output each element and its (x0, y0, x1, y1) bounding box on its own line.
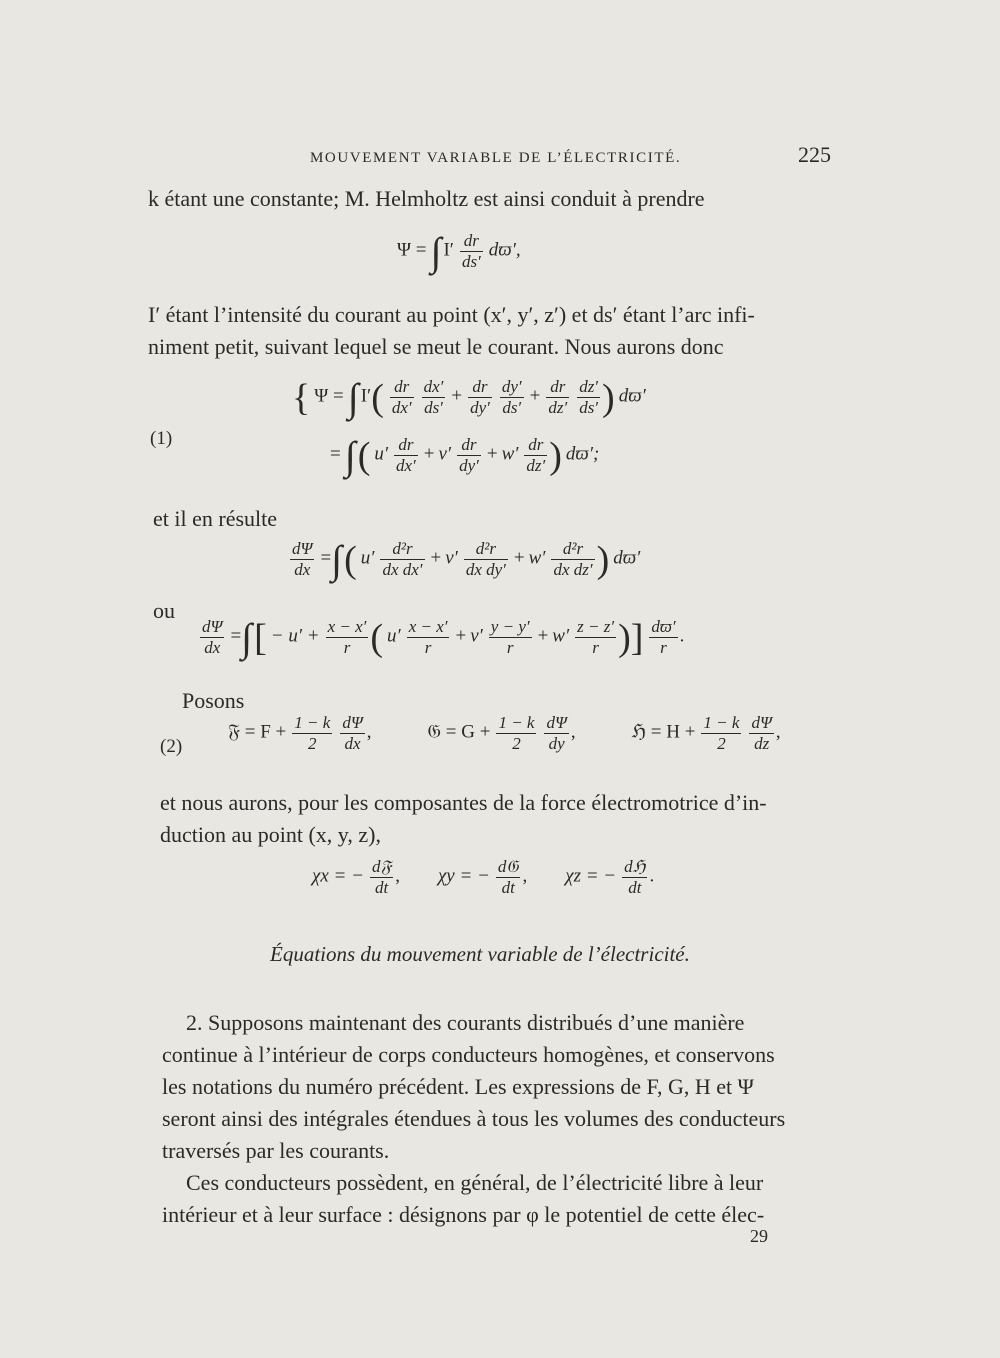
equation-psi: Ψ = ∫ I′ $\frac{dr}{ds'}$ dϖ′, (397, 229, 521, 274)
paragraph-line: les notations du numéro précédent. Les expressions de F, G, H et Ψ (162, 1074, 754, 1099)
equation-3: $\frac{d\Psi}{dx}$ =∫[ − u′ + $\frac{x - x'}{r}$ ( u′ $\frac{x - x'}{r}$ + v′ $\frac{y - y'}{r}$ + w′ $\frac{z - z'}{r}$ )] $\frac{dϖ'}{r}$ . (202, 615, 685, 660)
equation-number: (2) (160, 736, 183, 757)
paragraph-line: Ces conducteurs possèdent, en général, de l’électricité libre à leur (186, 1170, 764, 1195)
paragraph-line: intérieur et à leur surface : désignons par φ le potentiel de cette élec- (162, 1202, 765, 1227)
paragraph-line: seront ainsi des intégrales étendues à tous les volumes des conducteurs (162, 1106, 786, 1131)
equation-4: 𝔉 = F + $\frac{1 - k}{2}$ $\frac{d\Psi}{dx}$ , 𝔊 = G + $\frac{1 - k}{2}$ $\frac{d\Psi}{dy}$ , ℌ = H + $\frac{1 - k}{2}$ $\frac{d\Psi}{dz}$ , (228, 713, 781, 753)
section-title: Équations du mouvement variable de l’électricité. (270, 942, 690, 966)
paragraph-line: k étant une constante; M. Helmholtz est ainsi conduit à prendre (148, 186, 705, 211)
paragraph-line: 2. Supposons maintenant des courants distribués d’une manière (186, 1010, 745, 1035)
page-number: 225 (798, 142, 831, 167)
equation-1-line-2: = ∫( u′ $\frac{dr}{dx'}$ + v′ $\frac{dr}{dy'}$ + w′ $\frac{dr}{dz'}$ ) dϖ′; (330, 433, 600, 478)
paragraph-line: et nous aurons, pour les composantes de la force électromotrice d’in- (160, 790, 767, 815)
equation-number: (1) (150, 428, 173, 449)
running-title: MOUVEMENT VARIABLE DE L’ÉLECTRICITÉ. (310, 150, 682, 166)
paragraph-line: I′ étant l’intensité du courant au point (x′, y′, z′) et ds′ étant l’arc infi- (148, 302, 755, 327)
signature-mark: 29 (750, 1226, 768, 1246)
equation-5: χx = − $\frac{\text{d𝔉}}{dt}$ , χy = − $\frac{\text{d𝔊}}{dt}$ , χz = − $\frac{\text{dℌ}}{dt}$ . (312, 857, 655, 897)
paragraph-line: niment petit, suivant lequel se meut le courant. Nous aurons donc (148, 334, 724, 359)
equation-2: $\frac{d\Psi}{dx}$ =∫( u′ $\frac{\text{d²r}}{\text{dx dx′}}$ + v′ $\frac{\text{d²r}}{\text{dx dy′}}$ + w′ $\frac{\text{d²r}}{\text{dx dz′}}$ ) dϖ′ (292, 537, 641, 582)
equation-1-line-1: { Ψ = ∫ I′( $\frac{dr}{dx'}$ $\frac{dx'}{ds'}$ + $\frac{dr}{dy'}$ $\frac{dy'}{ds'}$ + $\frac{dr}{dz'}$ $\frac{dz'}{ds'}$ ) dϖ′ (292, 375, 646, 420)
paragraph-line: ou (153, 598, 175, 623)
paragraph-line: Posons (182, 688, 245, 713)
paragraph-line: et il en résulte (153, 506, 278, 531)
paragraph-line: duction au point (x, y, z), (160, 822, 381, 847)
paragraph-line: continue à l’intérieur de corps conducteurs homogènes, et conservons (162, 1042, 775, 1067)
paragraph-line: traversés par les courants. (162, 1138, 390, 1163)
